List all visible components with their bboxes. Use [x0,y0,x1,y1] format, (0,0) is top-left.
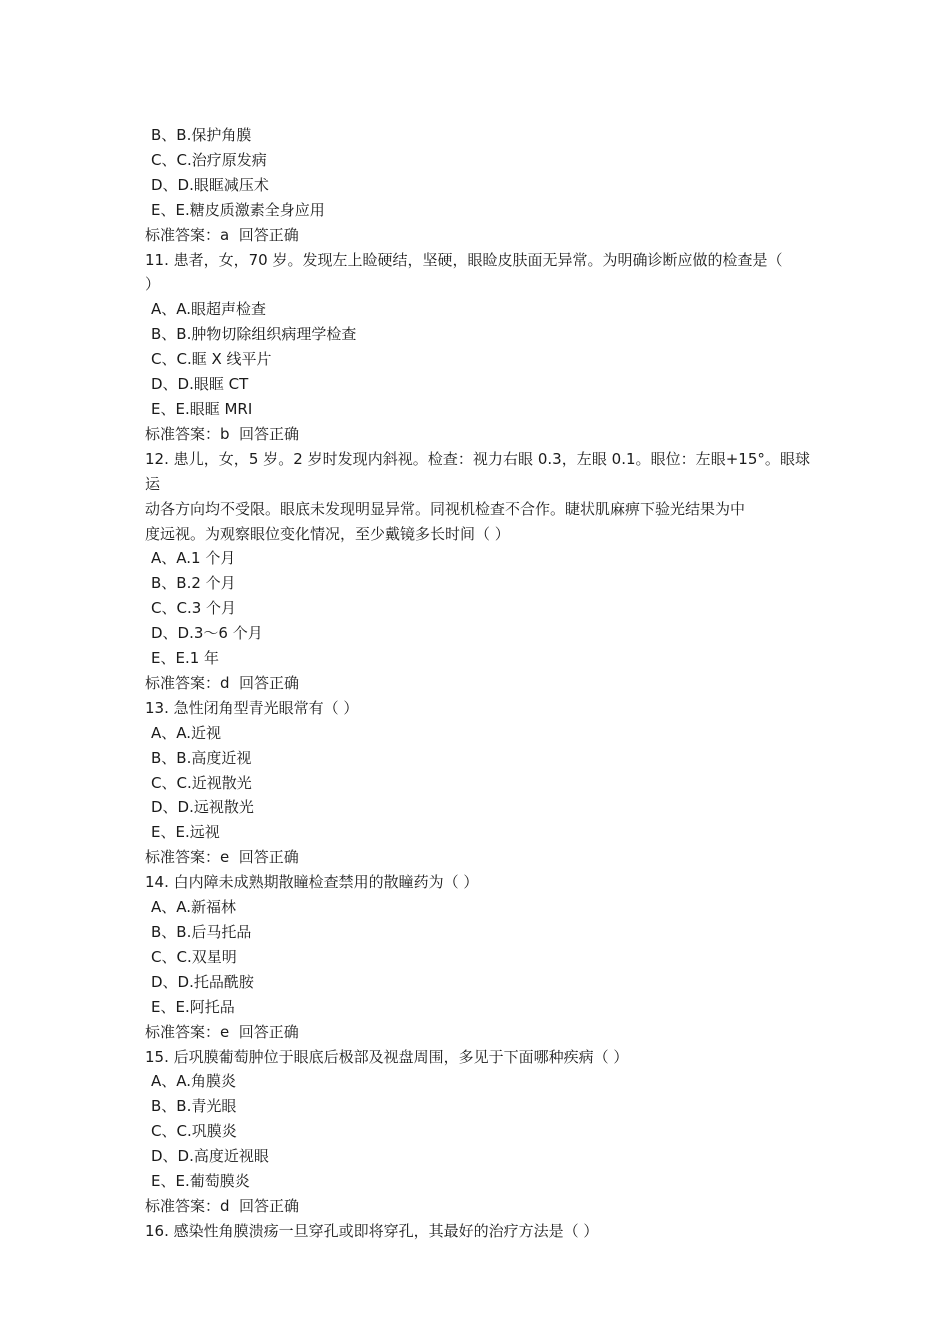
option: B、B.后马托品 [151,923,252,941]
question-stem: 度远视。为观察眼位变化情况，至少戴镜多长时间（ ） [145,524,510,543]
option: A、A.新福林 [151,898,237,917]
answer-line: 标准答案：d 回答正确 [145,1196,300,1215]
answer-line: 标准答案：e 回答正确 [145,848,299,867]
answer-line: 标准答案：b 回答正确 [145,424,300,443]
option: D、D.远视散光 [151,798,254,817]
option: D、D.托品酰胺 [151,972,254,991]
option: E、E.阿托品 [151,997,235,1016]
option: B、B.2 个月 [151,574,236,593]
option: C、C.眶 X 线平片 [151,350,272,369]
option: D、D.高度近视眼 [151,1147,269,1166]
option: B、B.高度近视 [151,748,252,767]
option: C、C.治疗原发病 [151,150,267,169]
question-stem: 14. 白内障未成熟期散瞳检查禁用的散瞳药为（ ） [145,873,479,892]
option: C、C.3 个月 [151,599,237,618]
option: D、D.眼眶 CT [151,375,249,394]
option: E、E.葡萄膜炎 [151,1172,250,1191]
answer-line: 标准答案：e 回答正确 [145,1022,299,1041]
exam-content [145,123,810,1244]
option: E、E.糖皮质激素全身应用 [151,200,325,219]
option: C、C.巩膜炎 [151,1122,237,1141]
question-13 [145,696,810,870]
question-stem: 动各方向均不受限。眼底未发现明显异常。同视机检查不合作。睫状肌麻痹下验光结果为中 [145,499,746,518]
question-stem: ） [145,275,161,294]
answer-line: 标准答案：d 回答正确 [145,673,300,692]
option: C、C.近视散光 [151,773,252,792]
option: A、A.近视 [151,723,222,742]
option: D、D.3～6 个月 [151,624,263,643]
option: B、B.肿物切除组织病理学检查 [151,325,357,344]
question-stem: 11. 患者，女，70 岁。发现左上睑硬结，坚硬，眼睑皮肤面无异常。为明确诊断应做的检查是（ [145,250,783,269]
option: A、A.1 个月 [151,549,236,568]
question-stem: 15. 后巩膜葡萄肿位于眼底后极部及视盘周围，多见于下面哪种疾病（ ） [145,1047,629,1066]
option: E、E.1 年 [151,649,220,668]
option: E、E.眼眶 MRI [151,399,253,418]
question-stem: 16. 感染性角膜溃疡一旦穿孔或即将穿孔，其最好的治疗方法是（ ） [145,1221,599,1240]
option: C、C.双星明 [151,947,237,966]
question-16 [145,1219,810,1244]
question-15 [145,1045,810,1219]
option: A、A.眼超声检查 [151,300,267,319]
option: A、A.角膜炎 [151,1072,237,1091]
answer-line: 标准答案：a 回答正确 [145,225,299,244]
option: D、D.眼眶减压术 [151,175,269,194]
question-11 [145,248,810,447]
option: B、B.保护角膜 [151,126,252,144]
question-stem: 12. 患儿，女，5 岁。2 岁时发现内斜视。检查：视力右眼 0.3，左眼 0.1。眼位：左眼+15°。眼球运 [145,449,810,493]
top-question-tail [145,123,810,248]
question-14 [145,870,810,1044]
option: B、B.青光眼 [151,1097,237,1116]
question-12 [145,447,810,696]
option: E、E.远视 [151,823,220,842]
question-stem: 13. 急性闭角型青光眼常有（ ） [145,698,359,717]
